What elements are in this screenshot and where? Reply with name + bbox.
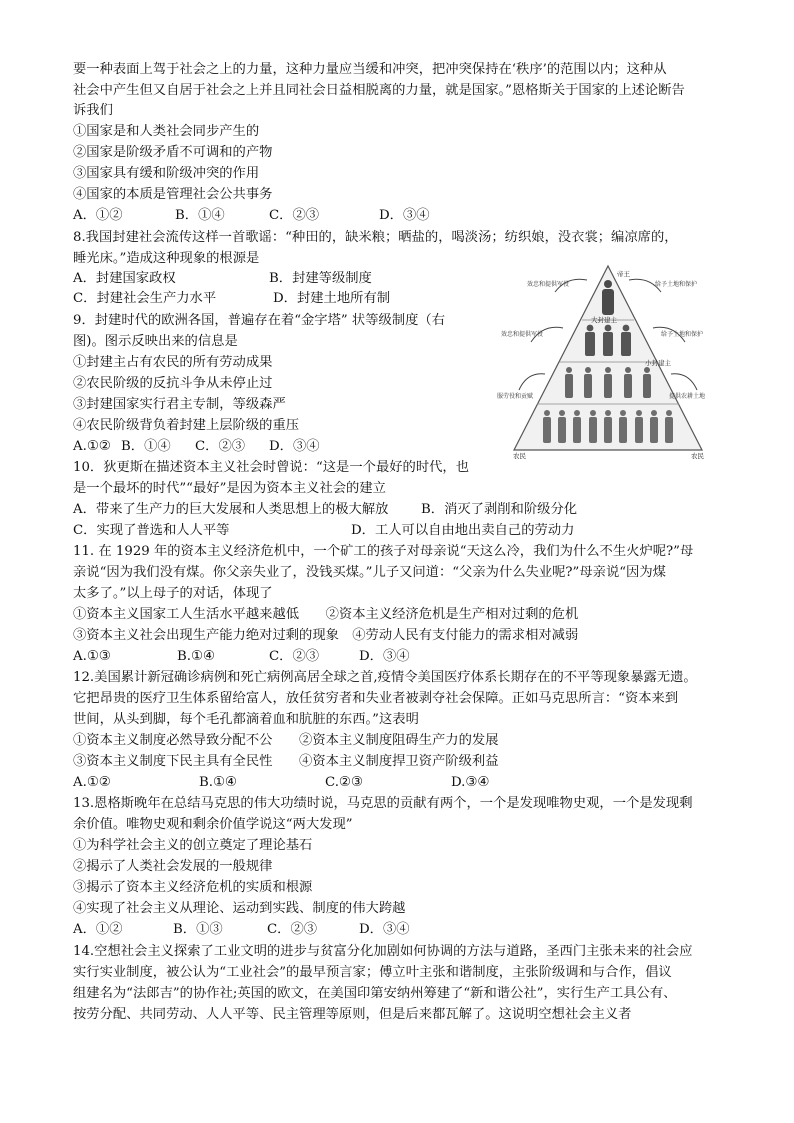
q9-statement: ①封建主占有农民的所有劳动成果 bbox=[73, 355, 273, 370]
relation-label-left-top: 效忠和提供军役 bbox=[527, 281, 570, 288]
option-d: D．封建土地所有制 bbox=[273, 291, 391, 306]
q7-stem-line: 社会中产生但又自居于社会之上并且同社会日益相脱离的力量，就是国家。”恩格斯关于国家的上述论断告 bbox=[73, 83, 685, 98]
relation-label-right-low: 提供农耕土地 bbox=[669, 393, 706, 400]
relation-label-right-mid: 给予土地和保护 bbox=[661, 331, 704, 338]
q9-stem-line: 图)。图示反映出来的信息是 bbox=[73, 334, 238, 349]
option-c: C．②③ bbox=[195, 439, 246, 454]
option-d: D．③④ bbox=[359, 649, 410, 664]
q7-stem-line: 诉我们 bbox=[73, 103, 113, 118]
option-d: D．③④ bbox=[359, 922, 410, 937]
q11-statement: ①资本主义国家工人生活水平越来越低 ②资本主义经济危机是生产相对过剩的危机 bbox=[73, 607, 579, 622]
q14-stem-line: 14.空想社会主义探索了工业文明的进步与贫富分化加剧如何协调的方法与道路，圣西门主张未来的社会应 bbox=[73, 944, 693, 959]
option-b: B．①③ bbox=[173, 922, 223, 937]
option-a: A.①③ bbox=[73, 649, 111, 664]
option-c: C．②③ bbox=[269, 649, 320, 664]
q7-statement: ②国家是阶级矛盾不可调和的产物 bbox=[73, 145, 273, 160]
q9-statement: ②农民阶级的反抗斗争从未停止过 bbox=[73, 376, 273, 391]
option-b: B．①④ bbox=[121, 439, 171, 454]
option-d: D．③④ bbox=[269, 439, 320, 454]
q14-stem-line: 按劳分配、共同劳动、人人平等、民主管理等原则，但是后来都瓦解了。这说明空想社会主义者 bbox=[73, 1007, 632, 1022]
q12-stem-line: 它把昂贵的医疗卫生体系留给富人，放任贫穷者和失业者被剥夺社会保障。正如马克思所言：“资本来到 bbox=[73, 691, 679, 706]
q12-statement: ③资本主义制度下民主具有全民性 ④资本主义制度捍卫资产阶级利益 bbox=[73, 754, 499, 769]
q11-stem-line: 11. 在 1929 年的资本主义经济危机中，一个矿工的孩子对母亲说“天这么冷，我们为什么不生火炉呢?”母 bbox=[73, 544, 694, 559]
level-label-lesser-lord: 小封建主 bbox=[645, 359, 671, 367]
option-b: B.①④ bbox=[177, 649, 215, 664]
q7-stem-line: 要一种表面上驾于社会之上的力量，这种力量应当缓和冲突，把冲突保持在‘秩序’的范围以内；这种从 bbox=[73, 62, 667, 77]
q12-statement: ①资本主义制度必然导致分配不公 ②资本主义制度阻碍生产力的发展 bbox=[73, 733, 499, 748]
q11-statement: ③资本主义社会出现生产能力绝对过剩的现象 ④劳动人民有支付能力的需求相对减弱 bbox=[73, 628, 579, 643]
q9-stem-line: 9．封建时代的欧洲各国，普遍存在着“金字塔” 状等级制度（右 bbox=[73, 313, 446, 328]
level-label-king: 帝王 bbox=[617, 270, 630, 278]
relation-label-left-mid: 效忠和提供军役 bbox=[501, 331, 544, 338]
level-label-peasant-right: 农民 bbox=[691, 452, 704, 460]
level-label-peasant-left: 农民 bbox=[513, 452, 526, 460]
q13-statement: ④实现了社会主义从理论、运动到实践、制度的伟大跨越 bbox=[73, 901, 406, 916]
q13-stem-line: 13.恩格斯晚年在总结马克思的伟大功绩时说，马克思的贡献有两个，一个是发现唯物史观，一个是发现剩 bbox=[73, 796, 693, 811]
option-c: C．封建社会生产力水平 bbox=[73, 291, 217, 306]
feudal-pyramid-figure bbox=[497, 262, 719, 460]
q13-statement: ③揭示了资本主义经济危机的实质和根源 bbox=[73, 880, 313, 895]
q7-statement: ③国家具有缓和阶级冲突的作用 bbox=[73, 166, 260, 181]
q11-stem-line: 太多了。”以上母子的对话，体现了 bbox=[73, 586, 273, 601]
q14-stem-line: 组建名为“法郎吉”的协作社;英国的欧文，在美国印第安纳州筹建了“新和谐公社”，实行生产工具公有、 bbox=[73, 986, 677, 1001]
option-d: D．③④ bbox=[379, 208, 430, 223]
option-b: B．①④ bbox=[175, 208, 225, 223]
option-c: C．②③ bbox=[267, 922, 318, 937]
feudal-pyramid-diagram bbox=[497, 262, 719, 460]
q10-stem-line: 是一个最坏的时代”“最好”是因为资本主义社会的建立 bbox=[73, 481, 386, 496]
option-d: D.③④ bbox=[451, 775, 490, 790]
option-b: B．消灭了剥削和阶级分化 bbox=[421, 502, 578, 517]
q12-stem-line: 12.美国累计新冠确诊病例和死亡病例高居全球之首,疫情令美国医疗体系长期存在的不平等现象暴露无遗。 bbox=[73, 670, 697, 685]
option-a: A．①② bbox=[73, 922, 123, 937]
q12-stem-line: 世间，从头到脚，每个毛孔都滴着血和肮脏的东西。”这表明 bbox=[73, 712, 419, 727]
q13-statement: ②揭示了人类社会发展的一般规律 bbox=[73, 859, 273, 874]
option-c: C．②③ bbox=[269, 208, 320, 223]
q13-statement: ①为科学社会主义的创立奠定了理论基石 bbox=[73, 838, 313, 853]
q10-stem-line: 10．狄更斯在描述资本主义社会时曾说：“这是一个最好的时代，也 bbox=[73, 460, 470, 475]
q8-stem-line: 睡光床。”造成这种现象的根源是 bbox=[73, 251, 260, 266]
q8-stem-line: 8.我国封建社会流传这样一首歌谣：“种田的，缺米粮；晒盐的，喝淡汤；纺织娘，没衣裳；编凉席的， bbox=[73, 230, 678, 245]
q7-statement: ④国家的本质是管理社会公共事务 bbox=[73, 187, 273, 202]
q11-stem-line: 亲说“因为我们没有煤。你父亲失业了，没钱买煤。”儿子又问道：“父亲为什么失业呢?”母亲说“因为煤 bbox=[73, 565, 666, 580]
option-b: B.①④ bbox=[199, 775, 237, 790]
q9-statement: ③封建国家实行君主专制，等级森严 bbox=[73, 397, 286, 412]
great-lord-figures bbox=[585, 325, 631, 356]
option-b: B．封建等级制度 bbox=[269, 271, 372, 286]
relation-label-right-top: 给予土地和保护 bbox=[655, 281, 698, 288]
option-c: C.②③ bbox=[325, 775, 363, 790]
q9-statement: ④农民阶级背负着封建上层阶级的重压 bbox=[73, 418, 300, 433]
level-label-great-lord: 大封建主 bbox=[591, 316, 617, 324]
relation-label-left-low: 服劳役和贡赋 bbox=[497, 393, 534, 400]
option-d: D．工人可以自由地出卖自己的劳动力 bbox=[351, 523, 575, 538]
option-a: A．①② bbox=[73, 208, 123, 223]
peasant-figures bbox=[543, 410, 673, 443]
option-a: A．带来了生产力的巨大发展和人类思想上的极大解放 bbox=[73, 502, 389, 517]
q14-stem-line: 实行实业制度，被公认为“工业社会”的最早预言家；傅立叶主张和谐制度，主张阶级调和与合作，倡议 bbox=[73, 965, 672, 980]
option-a: A．封建国家政权 bbox=[73, 271, 176, 286]
option-a: A.①② bbox=[73, 775, 111, 790]
q7-statement: ①国家是和人类社会同步产生的 bbox=[73, 124, 260, 139]
option-c: C．实现了普选和人人平等 bbox=[73, 523, 230, 538]
option-a: A.①② bbox=[73, 439, 111, 454]
q13-stem-line: 余价值。唯物史观和剩余价值学说这“两大发现” bbox=[73, 817, 353, 832]
